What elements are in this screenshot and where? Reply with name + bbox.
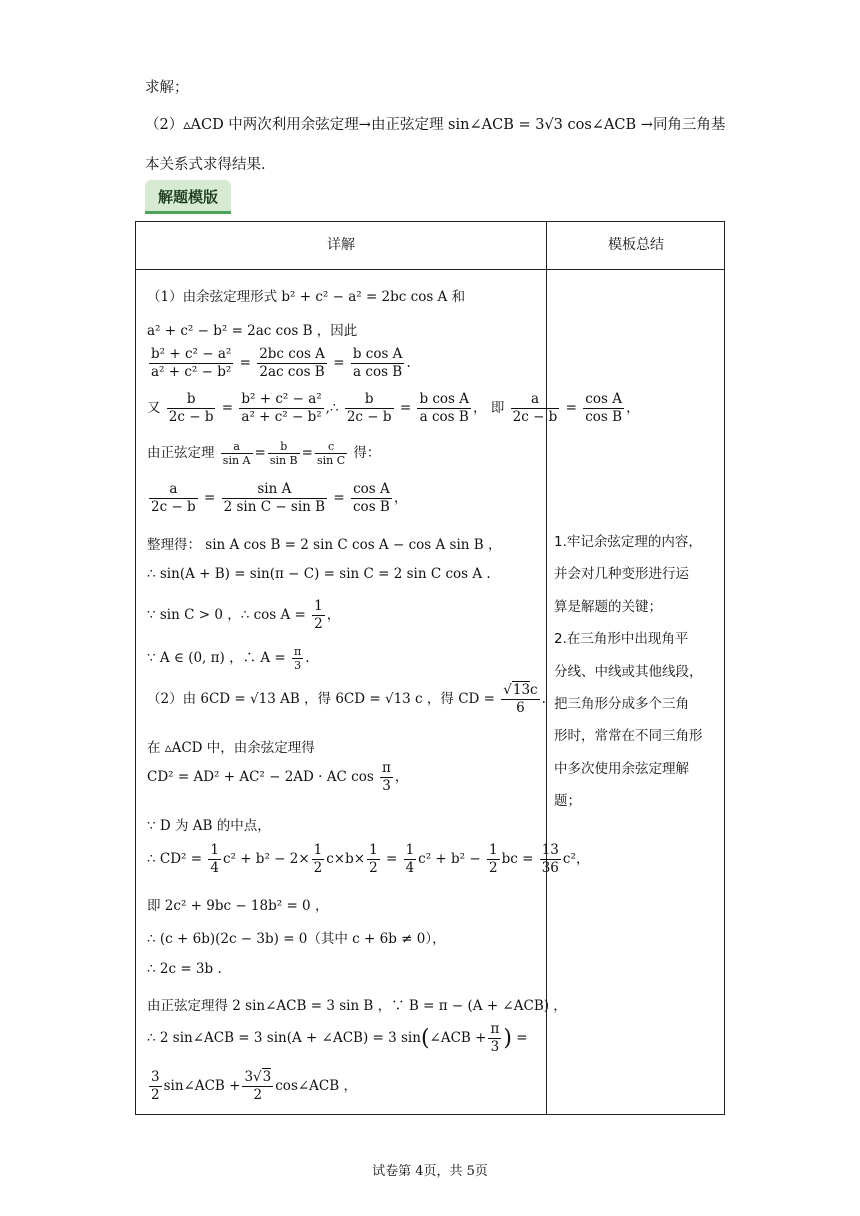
detail-line-11: （2）由 6CD = √13 AB ，得 6CD = √13 c ，得 CD = $\frac{√13c}{6}$ . [147, 682, 546, 716]
header-detail: 详解 [327, 237, 355, 253]
detail-line-16: 即 2c² + 9bc − 18b² = 0 ， [147, 898, 329, 914]
detail-line-13: CD² = AD² + AC² − 2AD · AC cos $\frac{\pi}{3}$ ， [147, 760, 409, 794]
intro-line-3: 本关系式求得结果. [145, 157, 266, 173]
summary-line: 形时，常常在不同三角形 [554, 728, 703, 745]
detail-line-20: ∴ 2 sin∠ACB = 3 sin(A + ∠ACB) = 3 sin(∠ACB + $\frac{\pi}{3}$ ) = [147, 1021, 528, 1055]
detail-line-9: ∵ sin C > 0 ，∴ cos A = $\frac{1}{2}$ ， [147, 598, 341, 632]
header-divider [136, 269, 724, 270]
detail-line-8: ∴ sin(A + B) = sin(π − C) = sin C = 2 sin C cos A . [147, 566, 491, 582]
detail-line-12: 在 ▵ACD 中，由余弦定理得 [147, 740, 315, 756]
summary-line: 中多次使用余弦定理解 [554, 760, 689, 777]
summary-line: 1.牢记余弦定理的内容， [554, 534, 702, 550]
summary-line: 把三角形分成多个三角 [554, 696, 689, 713]
summary-line: 题； [554, 793, 581, 810]
detail-line-6: $\frac{a}{2c - b}$ = $\frac{\text{sin A}}{\text{2 sin C − sin B}}$ = $\frac{\text{cos A}}{\text{cos B}}$ ， [151, 481, 408, 515]
detail-line-3: $\frac{\text{b² + c² − a²}}{\text{a² + c² − b²}}$ = $\frac{\text{2bc cos A}}{\text{2ac cos B}}$ = $\frac{\text{b cos A}}{\text{a cos B}}$ . [151, 346, 411, 380]
detail-line-19: 由正弦定理得 2 sin∠ACB = 3 sin B ，∵ B = π − (A + ∠ACB) ， [147, 998, 567, 1014]
header-summary: 模板总结 [608, 237, 664, 253]
intro-line-2: （2）▵ACD 中两次利用余弦定理→由正弦定理 sin∠ACB = 3√3 cos∠ACB →同角三角基 [145, 117, 726, 133]
detail-line-14: ∵ D 为 AB 的中点， [147, 818, 271, 834]
column-divider [546, 222, 547, 1114]
page-footer: 试卷第 4页，共 5页 [372, 1164, 488, 1179]
template-banner-label: 解题模版 [157, 188, 218, 206]
detail-line-15: ∴ CD² = $\frac{1}{4}$ c² + b² − 2× $\frac{1}{2}$ c×b× $\frac{1}{2}$ = $\frac{1}{4}$ c² + b² − $\frac{1}{2}$ bc = $\frac{13}{36}$ c²， [147, 842, 590, 876]
detail-line-17: ∴ (c + 6b)(2c − 3b) = 0（其中 c + 6b ≠ 0）， [147, 931, 446, 947]
summary-text [554, 526, 720, 818]
solution-table [135, 221, 725, 1115]
detail-line-21: $\frac{3}{2}$ sin∠ACB + $\frac{3√3}{2}$ cos∠ACB ， [151, 1069, 357, 1103]
detail-line-7: 整理得： sin A cos B = 2 sin C cos A − cos A sin B ， [147, 537, 502, 553]
detail-line-4: 又 $\frac{b}{2c - b}$ = $\frac{\text{b² + c² − a²}}{\text{a² + c² − b²}}$ ,∴ $\frac{b}{2c - b}$ = $\frac{\text{b cos A}}{\text{a cos B}}$ ， 即 $\frac{a}{2c - b}$ = $\frac{\text{cos A}}{\text{cos B}}$ ， [147, 391, 640, 425]
summary-line: 并会对几种变形进行运 [554, 566, 689, 583]
summary-line: 2.在三角形中出现角平 [554, 631, 689, 648]
detail-line-18: ∴ 2c = 3b . [147, 961, 222, 977]
detail-line-1: （1）由余弦定理形式 b² + c² − a² = 2bc cos A 和 [147, 289, 466, 305]
summary-line: 算是解题的关键； [554, 598, 662, 615]
detail-line-10: ∵ A ∈ (0, π) ，∴ A = $\frac{\pi}{3}$ . [147, 645, 310, 672]
intro-line-1: 求解； [145, 80, 189, 96]
summary-line: 分线、中线或其他线段， [554, 663, 703, 680]
template-banner [145, 180, 231, 214]
detail-line-2: a² + c² − b² = 2ac cos B ，因此 [147, 323, 358, 339]
detail-line-5: 由正弦定理 $\frac{a}{\text{sin A}}$ = $\frac{b}{\text{sin B}}$ = $\frac{c}{\text{sin C}}$ 得： [147, 440, 381, 467]
